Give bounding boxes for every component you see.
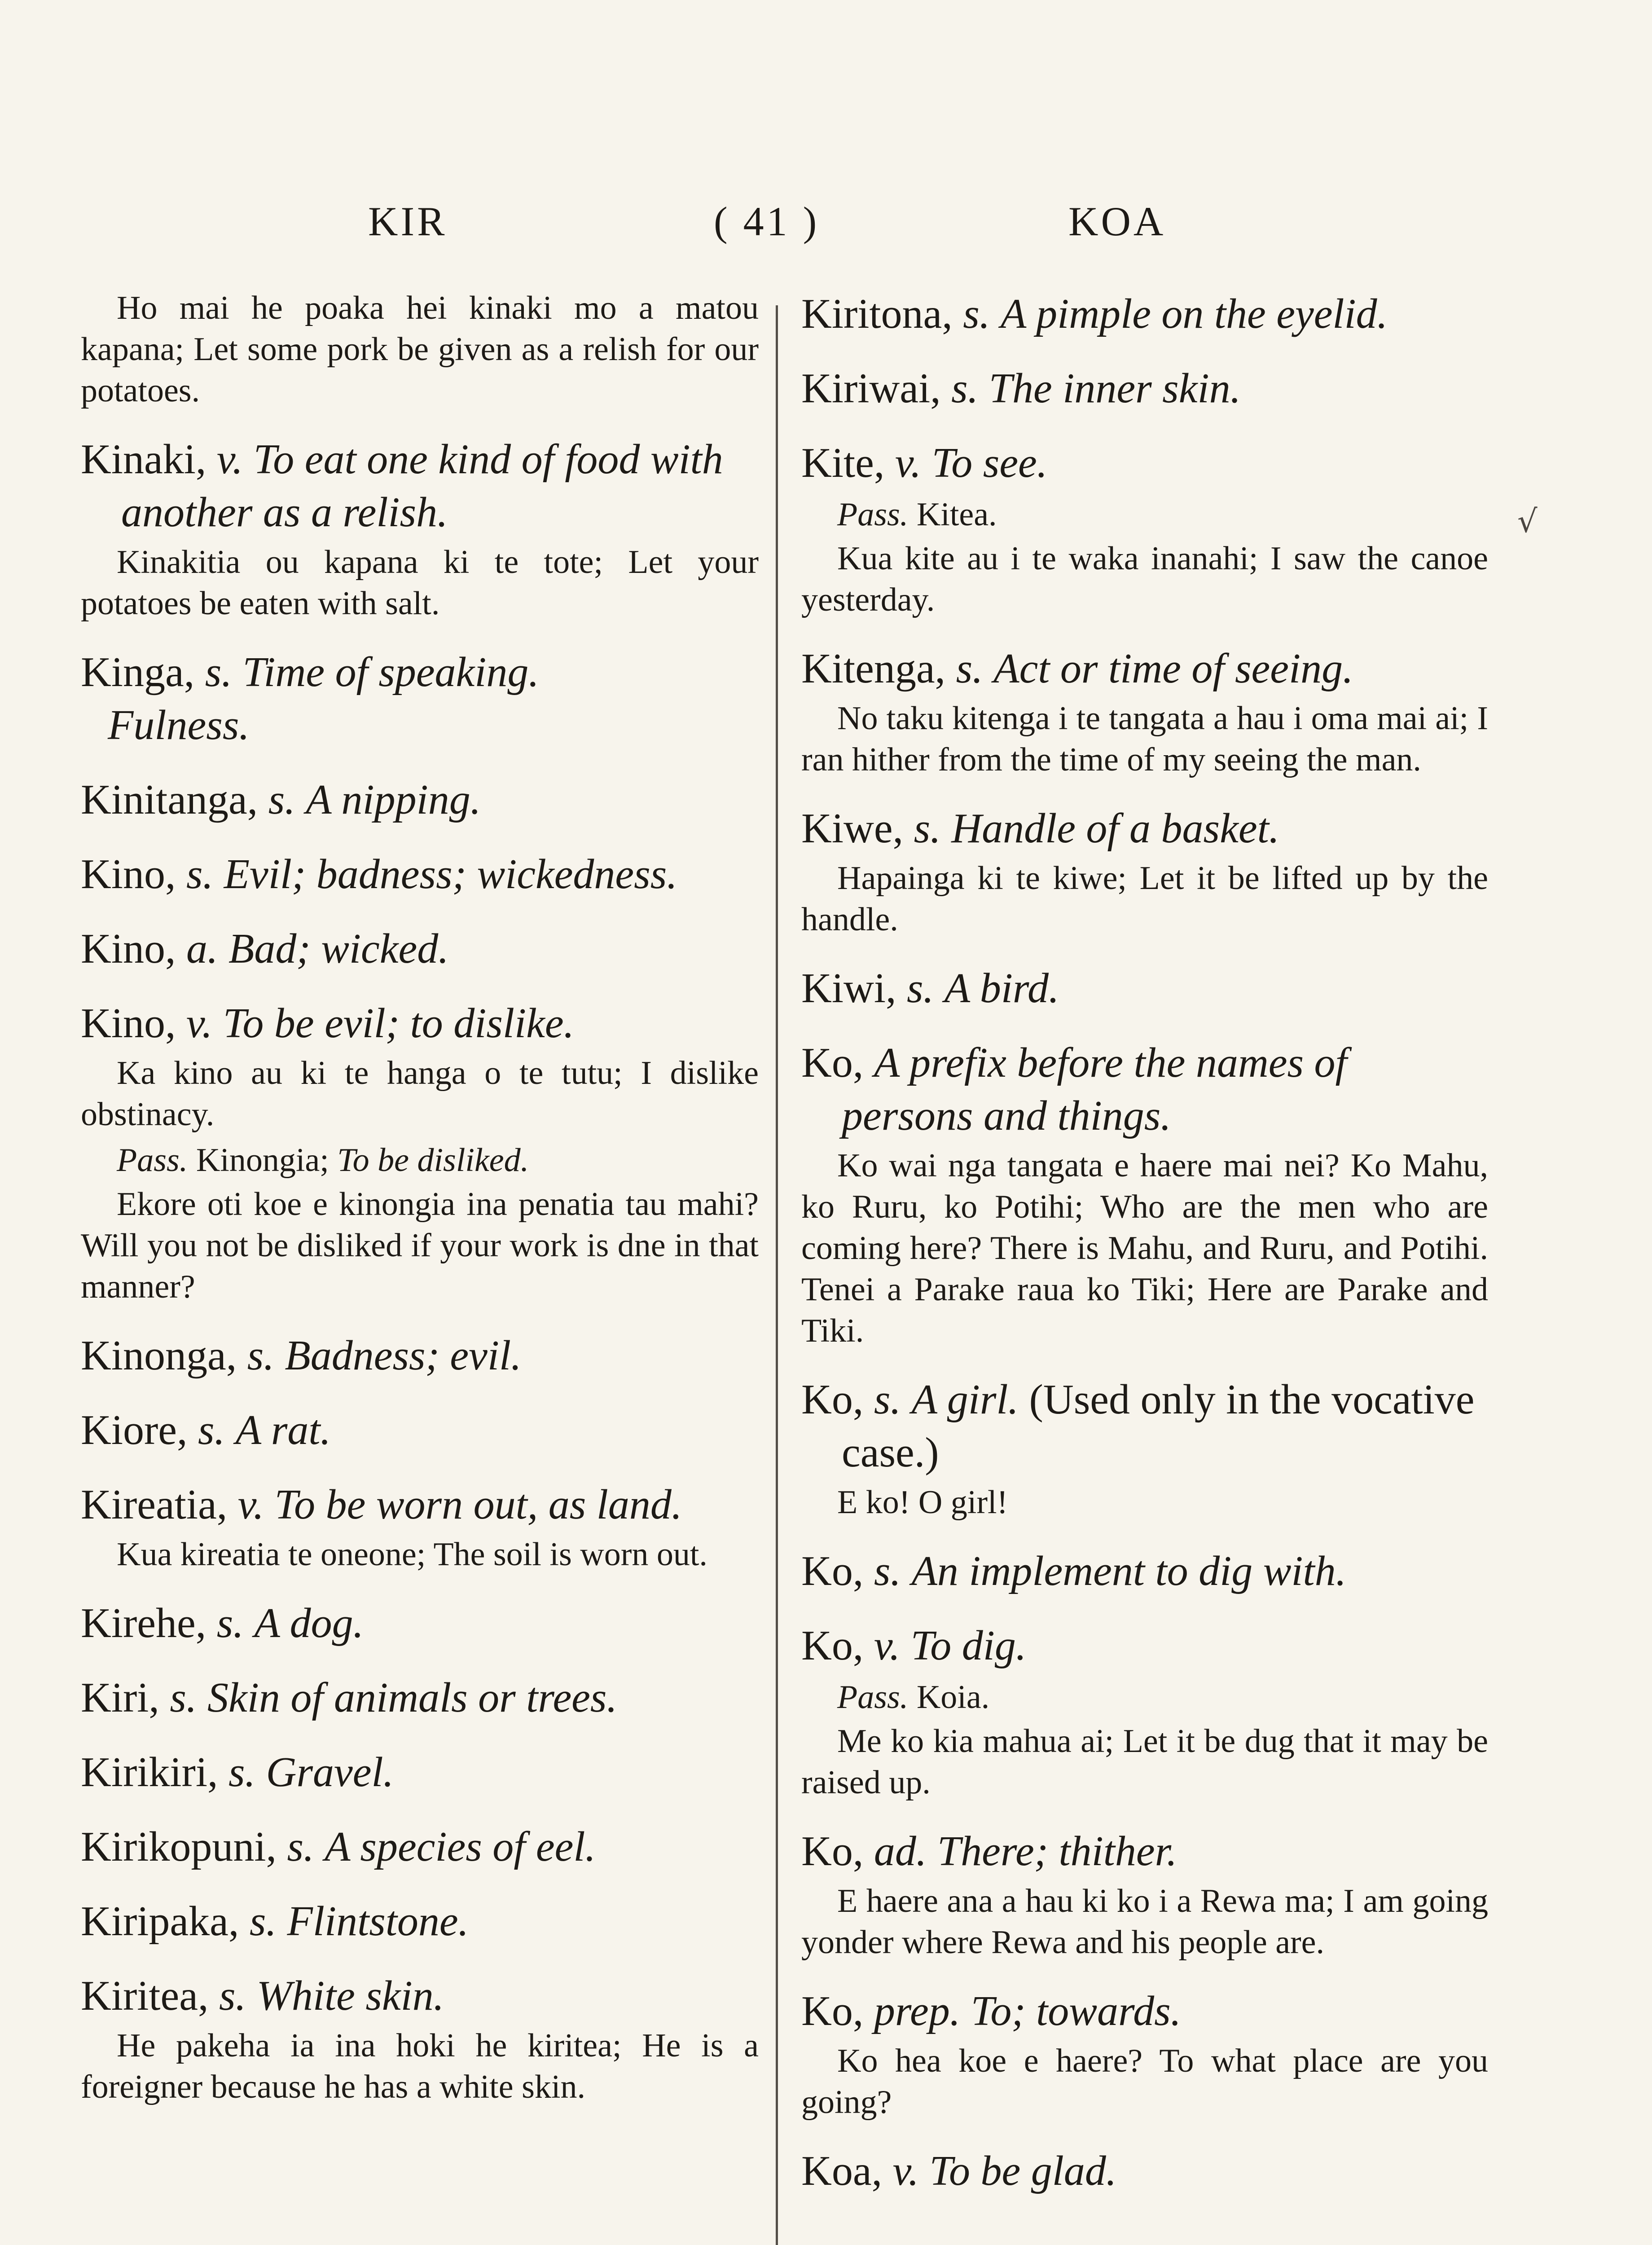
headword: Kinaki, <box>81 436 206 483</box>
definition: To eat one kind of food with another as a relish. <box>121 436 723 536</box>
part-of-speech: s. <box>170 1674 197 1721</box>
part-of-speech: s. <box>249 1898 277 1945</box>
headword: Kinonga, <box>81 1332 237 1379</box>
definition: Gravel. <box>266 1749 394 1796</box>
headword: Kirikiri, <box>81 1749 218 1796</box>
part-of-speech: s. <box>874 1376 901 1423</box>
definition: To dig. <box>910 1622 1027 1669</box>
definition: Badness; evil. <box>285 1332 522 1379</box>
example-text: Kua kireatia te oneone; The soil is worn out. <box>117 1536 707 1573</box>
example-text: Hapainga ki te kiwe; Let it be lifted up by the handle. <box>801 860 1488 938</box>
entry-kiripaka <box>81 1895 759 1948</box>
passive-word: Kinongia; <box>196 1142 329 1179</box>
entry-kiwe <box>801 802 1488 940</box>
part-of-speech: s. <box>186 851 214 898</box>
passive-word: Kitea. <box>916 496 997 533</box>
definition: There; thither. <box>937 1828 1177 1875</box>
headword: Kireatia, <box>81 1481 228 1528</box>
part-of-speech: v. <box>892 2148 919 2194</box>
passive-form <box>117 1140 759 1181</box>
part-of-speech: s. <box>951 365 979 412</box>
definition: A pimple on the eyelid. <box>1000 291 1388 337</box>
definition: A species of eel. <box>325 1823 596 1870</box>
entry-kiritea <box>81 1969 759 2108</box>
headword: Kitenga, <box>801 645 946 692</box>
example-text: He pakeha ia ina hoki he kiritea; He is a foreigner because he has a white skin. <box>81 2027 759 2105</box>
entry-kirikiri <box>81 1746 759 1799</box>
column-divider <box>776 305 778 2245</box>
page-number: ( 41 ) <box>714 198 820 244</box>
entry-kino-verb <box>81 997 759 1307</box>
definition: Evil; badness; wickedness. <box>224 851 677 898</box>
headword: Ko, <box>801 1039 864 1086</box>
headword: Kiritea, <box>81 1972 209 2019</box>
part-of-speech: s. <box>956 645 983 692</box>
part-of-speech: s. <box>216 1600 244 1646</box>
definition-secondary: Fulness. <box>108 702 250 748</box>
headword: Ko, <box>801 1622 864 1669</box>
headword: Kino, <box>81 851 176 898</box>
example-text: Ko wai nga tangata e haere mai nei? Ko Mahu, ko Ruru, ko Potihi; Who are the men who are coming here? There is Mahu, and Ruru, and Potihi. Tenei a Parake raua ko Tiki; Here are Parake and Tiki. <box>801 1147 1488 1349</box>
entry-kitenga <box>801 642 1488 780</box>
headword: Ko, <box>801 1988 864 2034</box>
definition: A dog. <box>254 1600 364 1646</box>
definition: Act or time of seeing. <box>993 645 1353 692</box>
definition: To be glad. <box>929 2148 1117 2194</box>
example-text: E haere ana a hau ki ko i a Rewa ma; I am going yonder where Rewa and his people are. <box>801 1883 1488 1961</box>
part-of-speech: ad. <box>874 1828 927 1875</box>
entry-ko-adverb <box>801 1825 1488 1963</box>
part-of-speech: s. <box>874 1548 901 1594</box>
passive-definition: To be disliked. <box>337 1142 529 1179</box>
part-of-speech: v. <box>895 440 922 486</box>
entry-kinaki-verb <box>81 433 759 624</box>
definition: Handle of a basket. <box>951 805 1280 852</box>
headword: Koa, <box>801 2148 883 2194</box>
part-of-speech: s. <box>287 1823 314 1870</box>
part-of-speech: v. <box>874 1622 901 1669</box>
definition: Skin of animals or trees. <box>207 1674 617 1721</box>
entry-kiore <box>81 1404 759 1457</box>
entry-ko-implement <box>801 1545 1488 1598</box>
passive-label: Pass. <box>837 496 909 533</box>
part-of-speech: s. <box>268 776 295 823</box>
definition: White skin. <box>256 1972 444 2019</box>
definition: To be worn out, as land. <box>274 1481 682 1528</box>
part-of-speech: s. <box>205 649 232 696</box>
entry-kirikopuni <box>81 1820 759 1873</box>
headword: Kite, <box>801 440 885 486</box>
headword: Kirikopuni, <box>81 1823 277 1870</box>
definition: A nipping. <box>306 776 481 823</box>
example-text: E ko! O girl! <box>837 1484 1008 1521</box>
entry-kiri <box>81 1671 759 1724</box>
headword: Ko, <box>801 1376 864 1423</box>
entry-kirehe <box>81 1597 759 1650</box>
part-of-speech: v. <box>186 1000 213 1047</box>
passive-label: Pass. <box>837 1679 909 1716</box>
entry-kite <box>801 436 1488 621</box>
right-column <box>801 287 1488 2245</box>
left-column <box>81 287 759 2245</box>
example-text: Kinakitia ou kapana ki te tote; Let your potatoes be eaten with salt. <box>81 544 759 622</box>
entry-kino-noun <box>81 848 759 901</box>
part-of-speech: s. <box>963 291 990 337</box>
example-text: No taku kitenga i te tangata a hau i oma mai ai; I ran hither from the time of my seeing the man. <box>801 700 1488 778</box>
part-of-speech: s. <box>228 1749 256 1796</box>
passive-form <box>837 494 1488 535</box>
example-text: Ho mai he poaka hei kinaki mo a matou kapana; Let some pork be given as a relish for our potatoes. <box>81 290 759 409</box>
definition: Bad; wicked. <box>228 925 449 972</box>
definition: A bird. <box>944 965 1059 1012</box>
entry-kiritona <box>801 287 1488 340</box>
headword: Kirehe, <box>81 1600 206 1646</box>
passive-label: Pass. <box>117 1142 188 1179</box>
definition: A prefix before the names of persons and things. <box>842 1039 1347 1139</box>
part-of-speech: prep. <box>874 1988 961 2034</box>
definition: Time of speaking. <box>242 649 539 696</box>
example-text: Me ko kia mahua ai; Let it be dug that it may be raised up. <box>801 1723 1488 1801</box>
passive-form <box>837 1677 1488 1718</box>
pencil-check-mark: √ <box>1517 503 1538 540</box>
running-head-left: KIR <box>368 198 448 244</box>
headword: Kiripaka, <box>81 1898 239 1945</box>
entry-ko-preposition <box>801 1985 1488 2123</box>
entry-kiriwai <box>801 362 1488 415</box>
headword: Kinitanga, <box>81 776 258 823</box>
part-of-speech: s. <box>247 1332 274 1379</box>
continued-example <box>81 287 759 411</box>
entry-kino-adjective <box>81 922 759 975</box>
part-of-speech: s. <box>198 1407 225 1453</box>
definition: To be evil; to dislike. <box>223 1000 575 1047</box>
part-of-speech: a. <box>186 925 218 972</box>
entry-kinga <box>81 646 759 752</box>
definition: To see. <box>931 440 1048 486</box>
part-of-speech: v. <box>216 436 243 483</box>
entry-ko-girl <box>801 1373 1488 1523</box>
definition: Flintstone. <box>287 1898 469 1945</box>
running-head-right: KOA <box>1068 198 1166 244</box>
usage-note: (Used only in the vocative case.) <box>842 1376 1475 1476</box>
running-head <box>0 198 1652 269</box>
entry-kinitanga <box>81 773 759 826</box>
entry-koa <box>801 2144 1488 2197</box>
definition: To; towards. <box>971 1988 1182 2034</box>
entry-ko-prefix <box>801 1036 1488 1351</box>
headword: Kino, <box>81 1000 176 1047</box>
headword: Kiwi, <box>801 965 896 1012</box>
headword: Kino, <box>81 925 176 972</box>
headword: Kinga, <box>81 649 195 696</box>
entry-kireatia <box>81 1478 759 1575</box>
definition: An implement to dig with. <box>911 1548 1347 1594</box>
definition: A girl. <box>911 1376 1019 1423</box>
headword: Kiriwai, <box>801 365 941 412</box>
passive-word: Koia. <box>916 1679 990 1716</box>
headword: Kiwe, <box>801 805 904 852</box>
example-text: Ka kino au ki te hanga o te tutu; I dislike obstinacy. <box>81 1055 759 1133</box>
definition: The inner skin. <box>989 365 1241 412</box>
headword: Ko, <box>801 1548 864 1594</box>
headword: Ko, <box>801 1828 864 1875</box>
part-of-speech: s. <box>914 805 941 852</box>
definition: A rat. <box>235 1407 331 1453</box>
example-text: Kua kite au i te waka inanahi; I saw the canoe yesterday. <box>801 540 1488 618</box>
entry-kinonga <box>81 1329 759 1382</box>
headword: Kiore, <box>81 1407 188 1453</box>
part-of-speech: s. <box>219 1972 246 2019</box>
part-of-speech: s. <box>907 965 934 1012</box>
headword: Kiritona, <box>801 291 953 337</box>
entry-kiwi <box>801 962 1488 1015</box>
part-of-speech: v. <box>237 1481 264 1528</box>
example-text: Ko hea koe e haere? To what place are you going? <box>801 2043 1488 2121</box>
entry-ko-dig <box>801 1619 1488 1803</box>
example-text: Ekore oti koe e kinongia ina penatia tau mahi? Will you not be disliked if your work is dne in that manner? <box>81 1186 759 1305</box>
headword: Kiri, <box>81 1674 159 1721</box>
